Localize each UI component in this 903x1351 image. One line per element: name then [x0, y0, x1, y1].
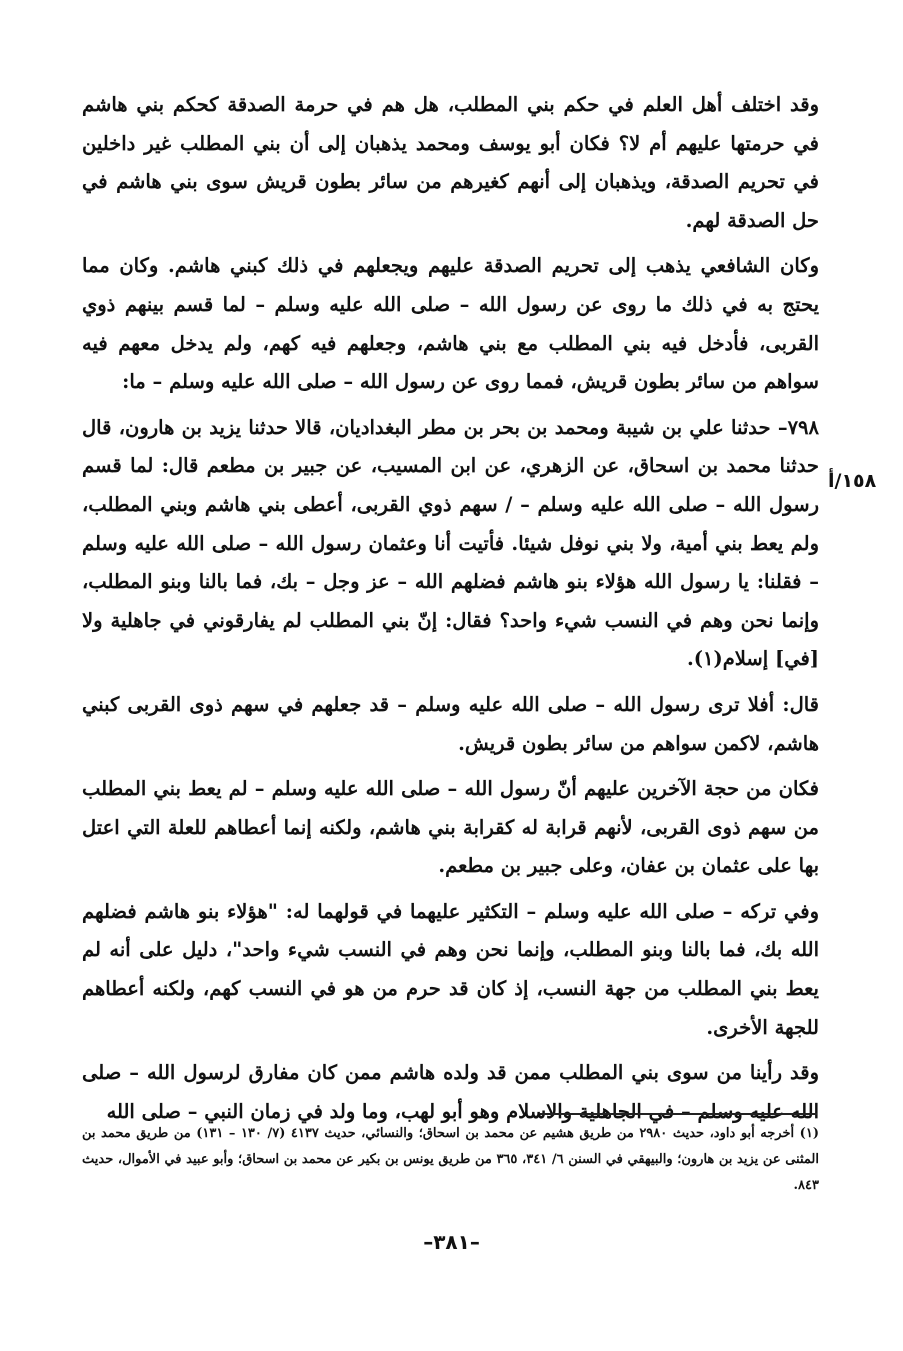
paragraph-3-hadith: ٧٩٨– حدثنا علي بن شيبة ومحمد بن بحر بن مطر البغداديان، قالا حدثنا يزيد بن هارون، قال حدثنا محمد بن اسحاق، عن الزهري، عن ابن المسيب، عن جبير بن مطعم قال: لما قسم رسول الله – صلى الله عليه وسلم – / سهم ذوي القربى، أعطى بني هاشم وبني المطلب، ولم يعط بني أمية، ولا بني نوفل شيئا. فأتيت أنا وعثمان رسول الله – صلى الله عليه وسلم – فقلنا: يا رسول الله هؤلاء بنو هاشم فضلهم الله – عز وجل – بك، فما بالنا وبنو المطلب، وإنما نحن وهم في النسب شيء واحد؟ فقال: إنّ بني المطلب لم يفارقوني في جاهلية ولا [في] إسلام(١).: [82, 415, 819, 671]
page-body: [82, 86, 819, 1138]
paragraph-2: وكان الشافعي يذهب إلى تحريم الصدقة عليهم ويجعلهم في ذلك كبني هاشم. وكان مما يحتج به في ذلك ما روى عن رسول الله – صلى الله عليه وسلم – لما قسم بينهم ذوي القربى، فأدخل فيه بني المطلب مع بني هاشم، وجعلهم فيه كهم، ولم يدخل معهم فيه سواهم من سائر بطون قريش، فمما روى عن رسول الله – صلى الله عليه وسلم – ما:: [82, 254, 819, 394]
manuscript-folio-marker: ١٥٨/أ: [828, 470, 877, 492]
footnote: (١) أخرجه أبو داود، حديث ٢٩٨٠ من طريق هشيم عن محمد بن اسحاق؛ والنسائي، حديث ٤١٣٧ (٧/ ١٣٠ – ١٣١) من طريق محمد بن المثنى عن يزيد بن هارون؛ والبيهقي في السنن ٦/ ٣٤١، ٣٦٥ من طريق يونس بن بكير عن محمد بن اسحاق؛ وأبو عبيد في الأموال، حديث ٨٤٣.: [82, 1126, 819, 1193]
page-number: –٣٨١–: [423, 1230, 480, 1254]
paragraph-7: وقد رأينا من سوى بني المطلب ممن قد ولده هاشم ممن كان مفارق لرسول الله – صلى الله عليه وسلم – في الجاهلية والاسلام وهو أبو لهب، وما ولد في زمان النبي – صلى الله: [82, 1061, 819, 1123]
paragraph-6: وفي تركه – صلى الله عليه وسلم – التكثير عليهما في قولهما له: "هؤلاء بنو هاشم فضلهم الله بك، فما بالنا وبنو المطلب، وإنما نحن وهم في النسب شيء واحد"، دليل على أنه لم يعط بني المطلب من جهة النسب، إذ كان قد حرم من هو في النسب كهم، ولكنه أعطاهم للجهة الأخرى.: [82, 899, 819, 1039]
paragraph-4: قال: أفلا ترى رسول الله – صلى الله عليه وسلم – قد جعلهم في سهم ذوى القربى كبني هاشم، لاكمن سواهم من سائر بطون قريش.: [82, 692, 819, 755]
paragraph-1: وقد اختلف أهل العلم في حكم بني المطلب، هل هم في حرمة الصدقة كحكم بني هاشم في حرمتها عليهم أم لا؟ فكان أبو يوسف ومحمد يذهبان إلى أن بني المطلب غير داخلين في تحريم الصدقة، ويذهبان إلى أنهم كغيرهم من سائر بطون قريش سوى بني هاشم في حل الصدقة لهم.: [82, 93, 819, 232]
footnote-divider: [540, 1113, 817, 1115]
paragraph-5: فكان من حجة الآخرين عليهم أنّ رسول الله – صلى الله عليه وسلم – لم يعط بني المطلب من سهم ذوى القربى، لأنهم قرابة له كقرابة بني هاشم، ولكنه إنما أعطاهم للعلة التي اعتل بها على عثمان بن عفان، وعلى جبير بن مطعم.: [82, 777, 819, 878]
